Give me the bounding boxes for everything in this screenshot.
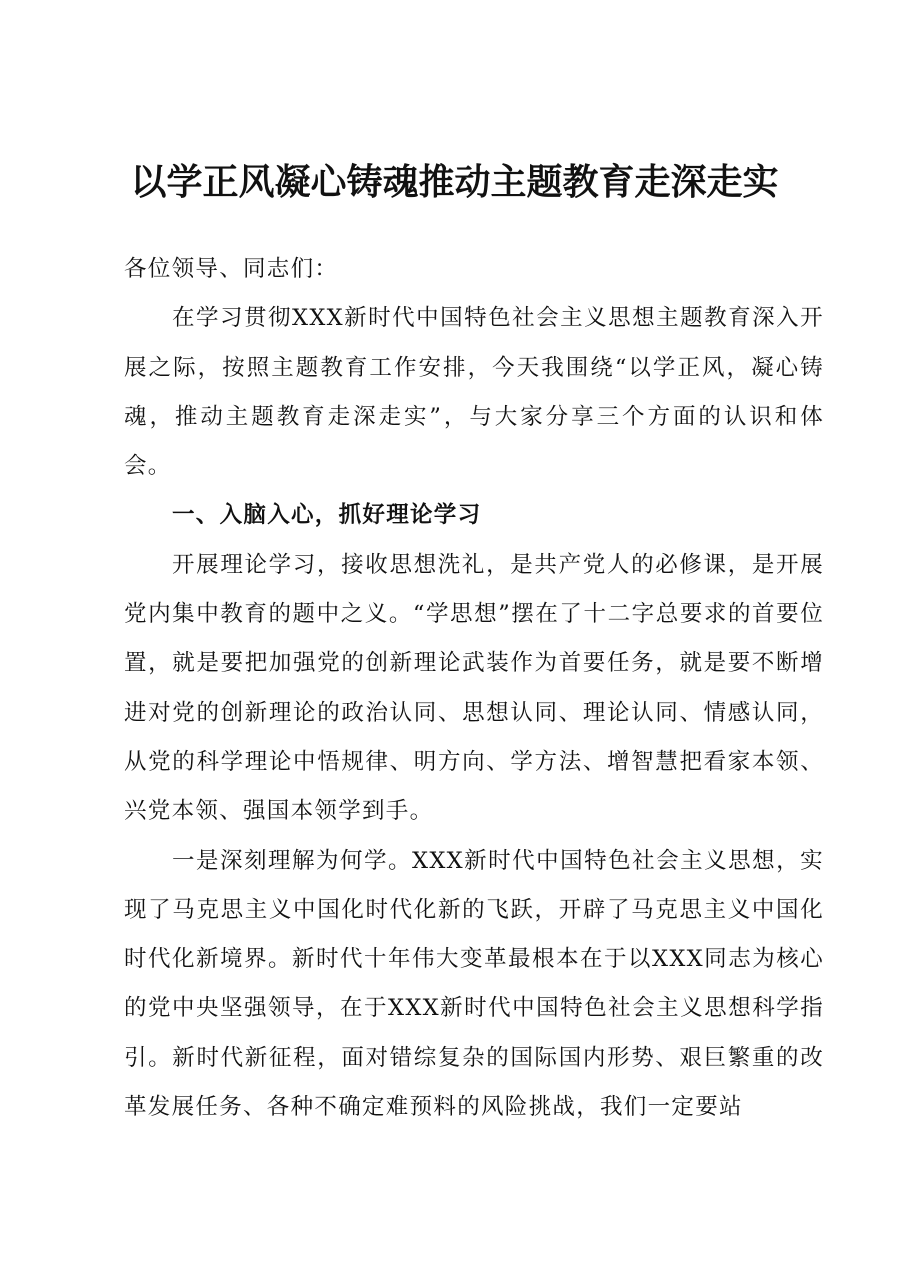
document-body <box>124 245 824 1132</box>
intro-paragraph: 在学习贯彻XXX新时代中国特色社会主义思想主题教育深入开展之际，按照主题教育工作安排，今天我围绕“以学正风，凝心铸魂，推动主题教育走深走实”，与大家分享三个方面的认识和体会。 <box>124 305 824 480</box>
salutation: 各位领导、同志们： <box>124 256 339 282</box>
body-paragraph: 一是深刻理解为何学。XXX新时代中国特色社会主义思想，实现了马克思主义中国化时代化新的飞跃，开辟了马克思主义中国化时代化新境界。新时代十年伟大变革最根本在于以XXX同志为核心的党中央坚强领导，在于XXX新时代中国特色社会主义思想科学指引。新时代新征程，面对错综复杂的国际国内形势、艰巨繁重的改革发展任务、各种不确定难预料的风险挑战，我们一定要站 <box>124 847 824 1121</box>
body-paragraph: 开展理论学习，接收思想洗礼，是共产党人的必修课，是开展党内集中教育的题中之义。“学思想”摆在了十二字总要求的首要位置，就是要把加强党的创新理论武装作为首要任务，就是要不断增进对党的创新理论的政治认同、思想认同、理论认同、情感认同，从党的科学理论中悟规律、明方向、学方法、增智慧把看家本领、兴党本领、强国本领学到手。 <box>124 551 824 825</box>
document-title: 以学正风凝心铸魂推动主题教育走深走实 <box>130 161 779 203</box>
section-heading: 一、入脑入心，抓好理论学习 <box>172 502 482 529</box>
